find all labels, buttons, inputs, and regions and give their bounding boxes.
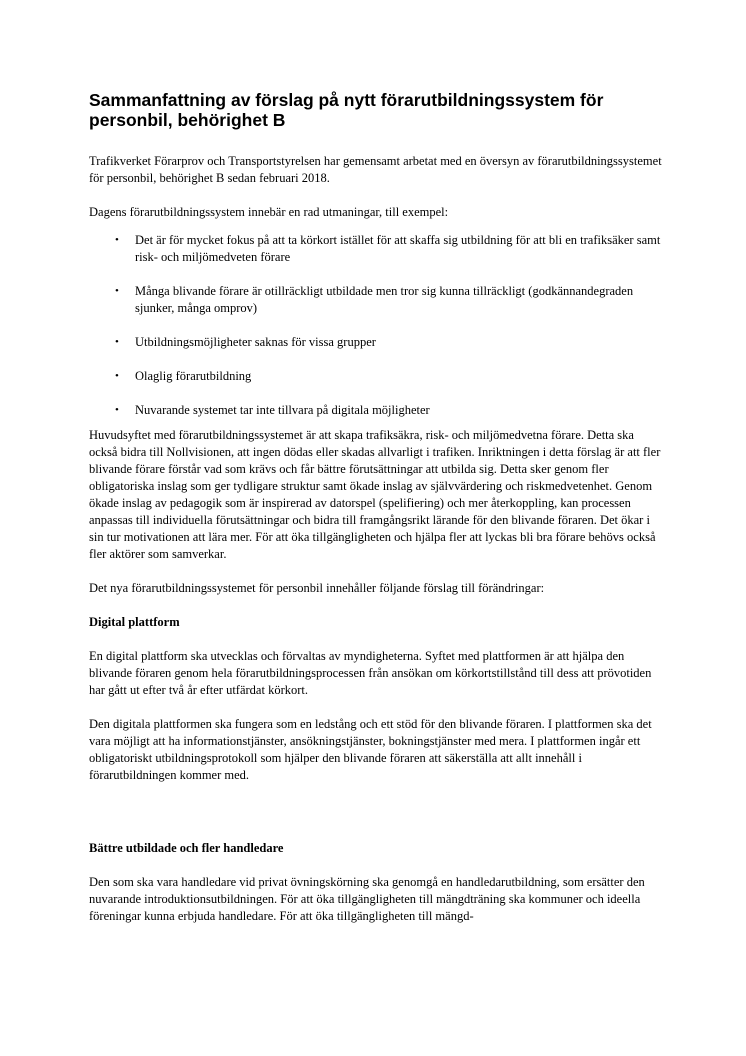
list-item-text: Nuvarande systemet tar inte tillvara på digitala möjligheter	[135, 403, 430, 417]
section-heading-digital: Digital plattform	[89, 615, 180, 629]
challenges-list	[89, 232, 664, 419]
section-spacer	[89, 801, 664, 840]
list-item	[115, 402, 664, 419]
supervisors-paragraph-1: Den som ska vara handledare vid privat övningskörning ska genomgå en handledarutbildning, som ersätter den nuvarande introduktionsutbildningen. För att öka tillgängligheten till mängdträning ska kommuner och ideella föreningar kunna erbjuda handledare. För att öka tillgängligheten till mängd-	[89, 875, 645, 923]
list-item	[115, 283, 664, 317]
bullet-icon: •	[115, 234, 119, 246]
bullet-icon: •	[115, 404, 119, 416]
document-title: Sammanfattning av förslag på nytt förarutbildningssystem för personbil, behörighet B	[89, 90, 604, 130]
list-item-text: Många blivande förare är otillräckligt utbildade men tror sig kunna tillräckligt (godkännandegraden sjunker, många omprov)	[135, 284, 634, 315]
list-item-text: Det är för mycket fokus på att ta körkort istället för att skaffa sig utbildning för att bli en trafiksäker samt risk- och miljömedveten förare	[135, 233, 661, 264]
list-item	[115, 232, 664, 266]
document-content	[89, 90, 664, 942]
proposals-lead: Det nya förarutbildningssystemet för personbil innehåller följande förslag till förändringar:	[89, 581, 545, 595]
intro-paragraph: Trafikverket Förarprov och Transportstyrelsen har gemensamt arbetat med en översyn av förarutbildningssystemet för personbil, behörighet B sedan februari 2018.	[89, 154, 662, 185]
bullet-icon: •	[115, 370, 119, 382]
list-item	[115, 334, 664, 351]
challenges-lead: Dagens förarutbildningssystem innebär en rad utmaningar, till exempel:	[89, 205, 449, 219]
list-item-text: Olaglig förarutbildning	[135, 369, 252, 383]
bullet-icon: •	[115, 285, 119, 297]
list-item-text: Utbildningsmöjligheter saknas för vissa grupper	[135, 335, 376, 349]
section-heading-supervisors: Bättre utbildade och fler handledare	[89, 841, 284, 855]
purpose-paragraph: Huvudsyftet med förarutbildningssystemet är att skapa trafiksäkra, risk- och miljömedvetna förare. Detta ska också bidra till Nollvisionen, att ingen dödas eller skadas allvarligt i trafiken. Inriktningen i detta förslag är att fler blivande förare förstår vad som krävs och får bättre förutsättningar att utbilda sig. Detta sker genom fler obligatoriska inslag som ger tydligare struktur samt ökade inslag av självvärdering och riskmedvetenhet. Genom ökade inslag av pedagogik som är inspirerad av datorspel (spelifiering) och mer återkoppling, kan processen anpassas till individuella förutsättningar och bidra till framgångsrikt lärande för den blivande föraren. Det ökar i sin tur motivationen att lära mer. För att öka tillgängligheten och hjälpa fler att lyckas bli bra förare behövs också fler aktörer som samverkar.	[89, 428, 661, 561]
list-item	[115, 368, 664, 385]
digital-paragraph-2: Den digitala plattformen ska fungera som en ledstång och ett stöd för den blivande föraren. I plattformen ska det vara möjligt att ha informationstjänster, ansökningstjänster, bokningstjänster med mera. I plattformen ingår ett obligatoriskt utbildningsprotokoll som hjälper den blivande föraren att säkerställa att allt innehåll i förarutbildningen kommer med.	[89, 717, 652, 782]
bullet-icon: •	[115, 336, 119, 348]
digital-paragraph-1: En digital plattform ska utvecklas och förvaltas av myndigheterna. Syftet med plattformen är att hjälpa den blivande föraren genom hela förarutbildningsprocessen från ansökan om körkortstillstånd till dess att prövotiden har gått ut efter två år efter utfärdat körkort.	[89, 649, 652, 697]
